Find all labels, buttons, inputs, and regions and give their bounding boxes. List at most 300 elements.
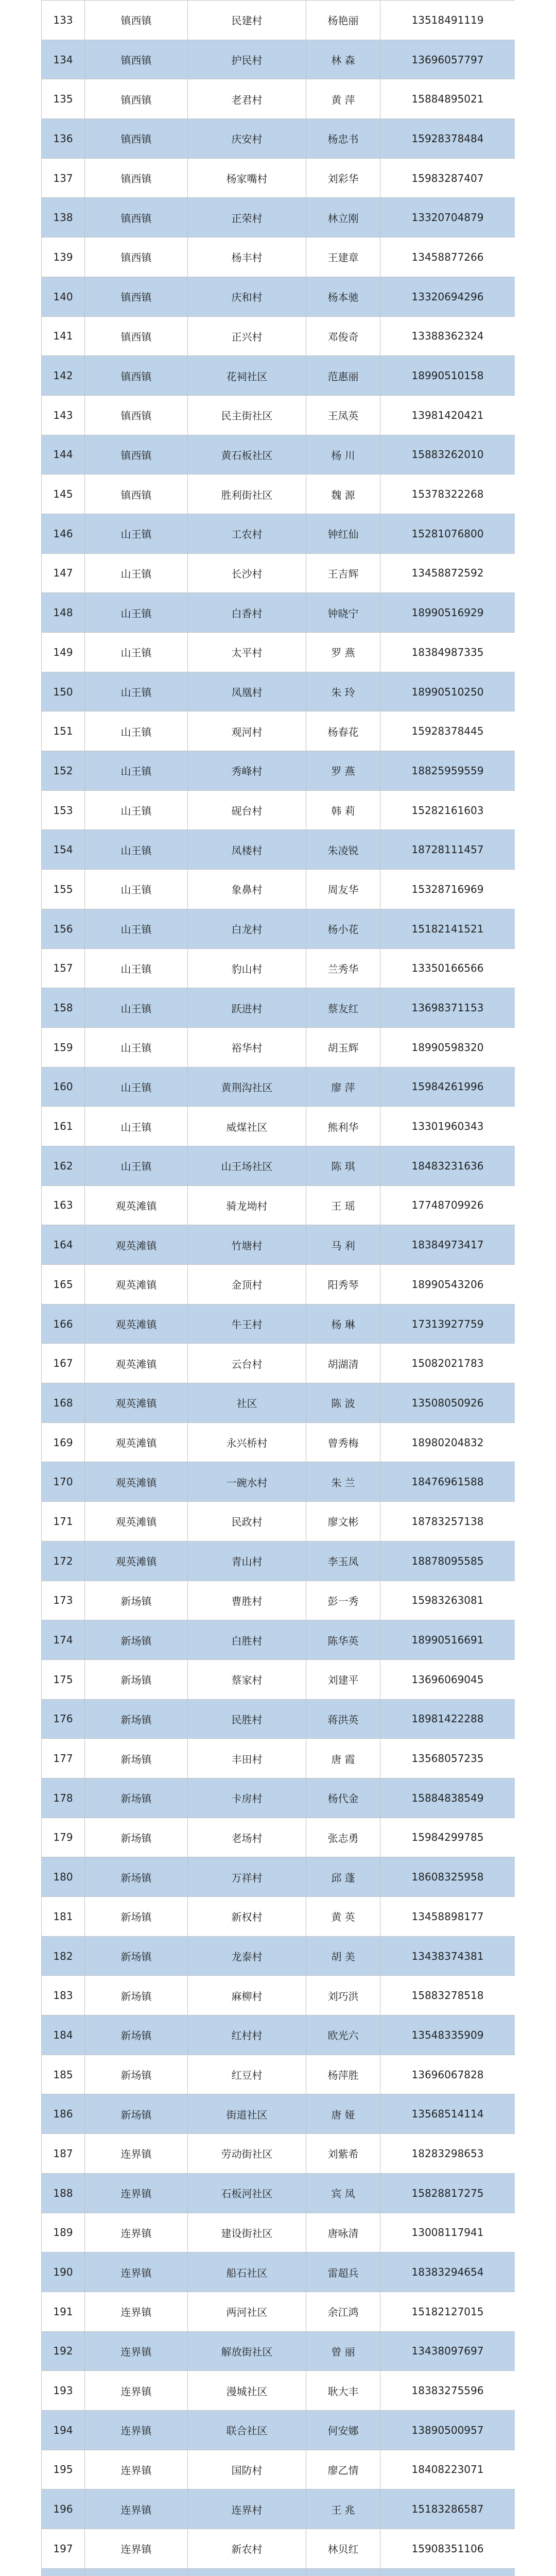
phone-cell: 15378322268 [380, 474, 515, 514]
contact-name-cell: 刘建平 [306, 1659, 380, 1699]
town-cell: 新场镇 [85, 1778, 188, 1818]
table-row [42, 40, 515, 79]
row-number: 157 [42, 948, 85, 988]
table-row [42, 909, 515, 948]
village-cell: 蔡家村 [188, 1659, 306, 1699]
row-number: 187 [42, 2134, 85, 2174]
contact-name-cell: 杨小花 [306, 909, 380, 948]
contact-name-cell: 王凤英 [306, 395, 380, 435]
village-cell: 白香村 [188, 593, 306, 633]
row-number: 166 [42, 1304, 85, 1344]
contact-name-cell [306, 2568, 380, 2576]
town-cell: 山王镇 [85, 988, 188, 1028]
contact-name-cell: 王吉辉 [306, 553, 380, 593]
village-cell: 卡房村 [188, 1778, 306, 1818]
town-cell: 观英滩镇 [85, 1541, 188, 1581]
phone-cell: 13458877266 [380, 238, 515, 277]
table-row [42, 2489, 515, 2529]
town-cell: 新场镇 [85, 1620, 188, 1660]
village-cell: 豹山村 [188, 948, 306, 988]
row-number: 163 [42, 1185, 85, 1225]
row-number: 177 [42, 1739, 85, 1778]
row-number: 184 [42, 2015, 85, 2055]
contact-name-cell: 杨 川 [306, 435, 380, 474]
row-number: 169 [42, 1422, 85, 1462]
contact-name-cell: 陈 琪 [306, 1146, 380, 1185]
town-cell: 新场镇 [85, 1659, 188, 1699]
village-cell: 龙泰村 [188, 1936, 306, 1976]
table-row [42, 1225, 515, 1265]
contact-name-cell: 唐 霞 [306, 1739, 380, 1778]
town-cell [85, 2568, 188, 2576]
village-cell: 观河村 [188, 711, 306, 751]
contact-name-cell: 蔡友红 [306, 988, 380, 1028]
contact-name-cell: 黄 萍 [306, 79, 380, 119]
phone-cell: 18476961588 [380, 1462, 515, 1502]
town-cell: 连界镇 [85, 2134, 188, 2174]
town-cell: 镇西镇 [85, 277, 188, 316]
village-cell: 白胜村 [188, 1620, 306, 1660]
town-cell: 山王镇 [85, 909, 188, 948]
table-row [42, 2252, 515, 2292]
town-cell: 观英滩镇 [85, 1185, 188, 1225]
row-number: 162 [42, 1146, 85, 1185]
town-cell: 山王镇 [85, 1146, 188, 1185]
village-cell: 一碗水村 [188, 1462, 306, 1502]
village-cell: 丰田村 [188, 1739, 306, 1778]
contact-name-cell: 张志勇 [306, 1818, 380, 1857]
phone-cell: 18990510250 [380, 672, 515, 711]
phone-cell: 18783257138 [380, 1502, 515, 1541]
table-row [42, 1304, 515, 1344]
phone-cell: 13518491119 [380, 1, 515, 40]
town-cell: 山王镇 [85, 711, 188, 751]
row-number: 137 [42, 158, 85, 198]
phone-cell: 13548335909 [380, 2015, 515, 2055]
contact-name-cell: 胡 美 [306, 1936, 380, 1976]
town-cell: 连界镇 [85, 2173, 188, 2213]
village-cell: 杨家嘴村 [188, 158, 306, 198]
row-number: 147 [42, 553, 85, 593]
table-row [42, 2173, 515, 2213]
village-cell: 竹塘村 [188, 1225, 306, 1265]
table-row [42, 1620, 515, 1660]
village-cell: 建设街社区 [188, 2213, 306, 2252]
town-cell: 山王镇 [85, 1067, 188, 1107]
table-row [42, 751, 515, 791]
contact-name-cell: 林 森 [306, 40, 380, 79]
phone-cell: 18383294654 [380, 2252, 515, 2292]
row-number: 175 [42, 1659, 85, 1699]
contact-name-cell: 周友华 [306, 870, 380, 909]
town-cell: 连界镇 [85, 2252, 188, 2292]
town-cell: 山王镇 [85, 751, 188, 791]
village-cell: 凤楼村 [188, 830, 306, 870]
village-cell: 民胜村 [188, 1699, 306, 1739]
town-cell: 山王镇 [85, 514, 188, 553]
town-cell: 新场镇 [85, 1936, 188, 1976]
phone-cell: 15328716969 [380, 870, 515, 909]
row-number: 143 [42, 395, 85, 435]
row-number: 190 [42, 2252, 85, 2292]
village-cell: 胜利街社区 [188, 474, 306, 514]
phone-cell: 18981422288 [380, 1699, 515, 1739]
village-cell: 白龙村 [188, 909, 306, 948]
phone-cell: 15182141521 [380, 909, 515, 948]
town-cell: 新场镇 [85, 1818, 188, 1857]
table-row [42, 1383, 515, 1423]
table-row [42, 1818, 515, 1857]
row-number: 144 [42, 435, 85, 474]
table-row [42, 1, 515, 40]
phone-cell: 18483231636 [380, 1146, 515, 1185]
phone-cell: 13568057235 [380, 1739, 515, 1778]
contact-name-cell: 陈 波 [306, 1383, 380, 1423]
row-number: 176 [42, 1699, 85, 1739]
table-row [42, 1265, 515, 1304]
contact-name-cell: 林立刚 [306, 198, 380, 238]
town-cell: 新场镇 [85, 1739, 188, 1778]
village-cell: 漫城社区 [188, 2371, 306, 2411]
contact-name-cell: 魏 源 [306, 474, 380, 514]
village-cell: 红豆村 [188, 2055, 306, 2094]
table-row [42, 790, 515, 830]
village-cell: 万祥村 [188, 1857, 306, 1897]
row-number: 194 [42, 2410, 85, 2450]
village-cell: 正兴村 [188, 316, 306, 356]
contact-name-cell: 熊利华 [306, 1107, 380, 1146]
contact-name-cell: 杨艳丽 [306, 1, 380, 40]
contact-name-cell: 雷超兵 [306, 2252, 380, 2292]
village-cell: 杨丰村 [188, 238, 306, 277]
row-number: 140 [42, 277, 85, 316]
town-cell: 新场镇 [85, 2094, 188, 2134]
table-row [42, 435, 515, 474]
village-cell: 跃进村 [188, 988, 306, 1028]
phone-cell: 18384973417 [380, 1225, 515, 1265]
table-row [42, 2015, 515, 2055]
phone-cell: 15883278518 [380, 1976, 515, 2015]
contact-name-cell: 范惠丽 [306, 356, 380, 396]
village-cell: 护民村 [188, 40, 306, 79]
row-number: 183 [42, 1976, 85, 2015]
phone-cell: 13696067828 [380, 2055, 515, 2094]
table-row [42, 2331, 515, 2371]
village-cell: 永兴桥村 [188, 1422, 306, 1462]
contact-name-cell: 李玉凤 [306, 1541, 380, 1581]
contact-name-cell: 刘紫希 [306, 2134, 380, 2174]
table-row [42, 1502, 515, 1541]
row-number: 172 [42, 1541, 85, 1581]
table-row [42, 553, 515, 593]
contact-name-cell: 廖 萍 [306, 1067, 380, 1107]
town-cell: 新场镇 [85, 1581, 188, 1620]
town-cell: 镇西镇 [85, 356, 188, 396]
village-cell: 黄石板社区 [188, 435, 306, 474]
town-cell: 镇西镇 [85, 198, 188, 238]
phone-cell: 13388362324 [380, 316, 515, 356]
village-cell: 连界村 [188, 2489, 306, 2529]
row-number: 159 [42, 1027, 85, 1067]
contact-name-cell: 王 兆 [306, 2489, 380, 2529]
phone-cell: 18990598320 [380, 1027, 515, 1067]
village-cell: 长沙村 [188, 553, 306, 593]
row-number: 161 [42, 1107, 85, 1146]
contact-name-cell: 杨春花 [306, 711, 380, 751]
phone-cell: 13458898177 [380, 1897, 515, 1937]
row-number: 186 [42, 2094, 85, 2134]
village-cell: 石板河社区 [188, 2173, 306, 2213]
phone-cell: 18728111457 [380, 830, 515, 870]
table-row [42, 395, 515, 435]
row-number: 191 [42, 2292, 85, 2331]
contact-name-cell: 胡湖清 [306, 1344, 380, 1383]
town-cell: 连界镇 [85, 2489, 188, 2529]
table-row [42, 277, 515, 316]
phone-cell: 18990510158 [380, 356, 515, 396]
village-cell: 民主街社区 [188, 395, 306, 435]
contact-name-cell: 何安娜 [306, 2410, 380, 2450]
town-cell: 镇西镇 [85, 40, 188, 79]
contact-name-cell: 杨本驰 [306, 277, 380, 316]
contact-table-body [42, 1, 515, 2576]
phone-cell: 15828817275 [380, 2173, 515, 2213]
table-row [42, 2134, 515, 2174]
contact-name-cell: 邱 蓬 [306, 1857, 380, 1897]
table-row [42, 633, 515, 672]
table-row [42, 238, 515, 277]
village-cell: 老君村 [188, 79, 306, 119]
village-cell: 黄荆沟社区 [188, 1067, 306, 1107]
row-number: 134 [42, 40, 85, 79]
village-cell: 青山村 [188, 1541, 306, 1581]
table-row [42, 988, 515, 1028]
village-cell: 红村村 [188, 2015, 306, 2055]
row-number: 154 [42, 830, 85, 870]
row-number: 195 [42, 2450, 85, 2489]
contact-name-cell: 黄 英 [306, 1897, 380, 1937]
row-number: 185 [42, 2055, 85, 2094]
contact-name-cell: 刘彩华 [306, 158, 380, 198]
phone-cell: 15928378484 [380, 119, 515, 159]
table-row [42, 2410, 515, 2450]
table-row [42, 1067, 515, 1107]
phone-cell: 15884838549 [380, 1778, 515, 1818]
phone-cell: 13438097697 [380, 2331, 515, 2371]
contact-name-cell: 欧光六 [306, 2015, 380, 2055]
town-cell: 山王镇 [85, 633, 188, 672]
phone-cell: 13438374381 [380, 1936, 515, 1976]
contact-name-cell: 韩 莉 [306, 790, 380, 830]
town-cell: 新场镇 [85, 1857, 188, 1897]
phone-cell: 13698371153 [380, 988, 515, 1028]
town-cell: 镇西镇 [85, 119, 188, 159]
contact-name-cell: 杨萍胜 [306, 2055, 380, 2094]
contact-name-cell: 罗 燕 [306, 751, 380, 791]
contact-name-cell: 耿大丰 [306, 2371, 380, 2411]
row-number: 196 [42, 2489, 85, 2529]
town-cell: 连界镇 [85, 2213, 188, 2252]
village-cell: 凤凰村 [188, 672, 306, 711]
phone-cell: 13458872592 [380, 553, 515, 593]
village-cell: 正荣村 [188, 198, 306, 238]
town-cell: 山王镇 [85, 553, 188, 593]
village-cell: 街道社区 [188, 2094, 306, 2134]
town-cell: 镇西镇 [85, 395, 188, 435]
phone-cell: 15281076800 [380, 514, 515, 553]
village-cell: 威煤社区 [188, 1107, 306, 1146]
town-cell: 观英滩镇 [85, 1344, 188, 1383]
row-number: 142 [42, 356, 85, 396]
row-number: 152 [42, 751, 85, 791]
row-number: 197 [42, 2529, 85, 2569]
row-number: 179 [42, 1818, 85, 1857]
phone-cell: 15182127015 [380, 2292, 515, 2331]
contact-name-cell: 蒋洪英 [306, 1699, 380, 1739]
village-cell: 老场村 [188, 1818, 306, 1857]
row-number: 133 [42, 1, 85, 40]
table-row [42, 1581, 515, 1620]
contact-name-cell: 廖文彬 [306, 1502, 380, 1541]
row-number: 136 [42, 119, 85, 159]
phone-cell: 13350166566 [380, 948, 515, 988]
phone-cell: 13696069045 [380, 1659, 515, 1699]
contact-name-cell: 邓俊奇 [306, 316, 380, 356]
phone-cell: 18825959559 [380, 751, 515, 791]
town-cell: 山王镇 [85, 948, 188, 988]
phone-cell: 15984261996 [380, 1067, 515, 1107]
village-cell: 太平村 [188, 633, 306, 672]
contact-name-cell: 马 利 [306, 1225, 380, 1265]
village-cell: 庆安村 [188, 119, 306, 159]
village-cell: 云台村 [188, 1344, 306, 1383]
row-number: 167 [42, 1344, 85, 1383]
town-cell: 新场镇 [85, 1897, 188, 1937]
town-cell: 观英滩镇 [85, 1422, 188, 1462]
town-cell: 连界镇 [85, 2331, 188, 2371]
contact-name-cell: 唐 娅 [306, 2094, 380, 2134]
village-cell: 新权村 [188, 1897, 306, 1937]
row-number: 181 [42, 1897, 85, 1937]
town-cell: 山王镇 [85, 593, 188, 633]
contact-name-cell: 曾 丽 [306, 2331, 380, 2371]
village-cell: 解放街社区 [188, 2331, 306, 2371]
village-cell: 船石社区 [188, 2252, 306, 2292]
row-number: 173 [42, 1581, 85, 1620]
contact-name-cell: 陈华英 [306, 1620, 380, 1660]
town-cell: 山王镇 [85, 830, 188, 870]
contact-name-cell: 唐咏清 [306, 2213, 380, 2252]
village-cell: 骑龙坳村 [188, 1185, 306, 1225]
village-cell: 牛王村 [188, 1304, 306, 1344]
town-cell: 观英滩镇 [85, 1225, 188, 1265]
table-row [42, 1976, 515, 2015]
town-cell: 新场镇 [85, 2055, 188, 2094]
village-cell: 工农村 [188, 514, 306, 553]
row-number: 160 [42, 1067, 85, 1107]
contact-name-cell: 曾秀梅 [306, 1422, 380, 1462]
table-row [42, 1027, 515, 1067]
row-number: 189 [42, 2213, 85, 2252]
table-row [42, 514, 515, 553]
phone-cell: 15082021783 [380, 1344, 515, 1383]
phone-cell: 13008117941 [380, 2213, 515, 2252]
town-cell: 镇西镇 [85, 316, 188, 356]
row-number: 150 [42, 672, 85, 711]
table-row [42, 1897, 515, 1937]
table-row [42, 2055, 515, 2094]
table-row [42, 830, 515, 870]
contact-name-cell: 阳秀琴 [306, 1265, 380, 1304]
village-cell: 裕华村 [188, 1027, 306, 1067]
table-row [42, 1462, 515, 1502]
village-cell: 秀峰村 [188, 751, 306, 791]
phone-cell: 18408223071 [380, 2450, 515, 2489]
phone-cell: 13568514114 [380, 2094, 515, 2134]
row-number: 146 [42, 514, 85, 553]
contact-name-cell: 刘巧洪 [306, 1976, 380, 2015]
village-cell: 两河社区 [188, 2292, 306, 2331]
row-number: 135 [42, 79, 85, 119]
right-margin [515, 0, 535, 2576]
town-cell: 镇西镇 [85, 435, 188, 474]
table-row [42, 2450, 515, 2489]
contact-name-cell: 钟晓宁 [306, 593, 380, 633]
town-cell: 镇西镇 [85, 158, 188, 198]
phone-cell: 18980204832 [380, 1422, 515, 1462]
contact-name-cell: 王建章 [306, 238, 380, 277]
contact-name-cell: 兰秀华 [306, 948, 380, 988]
table-row [42, 356, 515, 396]
town-cell: 镇西镇 [85, 79, 188, 119]
table-row [42, 1659, 515, 1699]
phone-cell: 13890500957 [380, 2410, 515, 2450]
phone-cell: 18608325958 [380, 1857, 515, 1897]
row-number: 153 [42, 790, 85, 830]
town-cell: 新场镇 [85, 1699, 188, 1739]
village-cell: 民建村 [188, 1, 306, 40]
row-number: 170 [42, 1462, 85, 1502]
table-row [42, 1936, 515, 1976]
town-cell: 连界镇 [85, 2529, 188, 2569]
town-cell: 山王镇 [85, 672, 188, 711]
contact-name-cell: 朱 玲 [306, 672, 380, 711]
row-number: 180 [42, 1857, 85, 1897]
row-number: 138 [42, 198, 85, 238]
phone-cell: 17748709926 [380, 1185, 515, 1225]
table-row [42, 1107, 515, 1146]
village-cell: 麻柳村 [188, 1976, 306, 2015]
phone-cell: 13981420421 [380, 395, 515, 435]
contact-name-cell: 杨代金 [306, 1778, 380, 1818]
village-cell: 联合社区 [188, 2410, 306, 2450]
table-row [42, 2371, 515, 2411]
village-cell: 金顶村 [188, 1265, 306, 1304]
row-number: 151 [42, 711, 85, 751]
town-cell: 镇西镇 [85, 1, 188, 40]
contact-name-cell: 余江鸿 [306, 2292, 380, 2331]
table-row [42, 2292, 515, 2331]
row-number: 149 [42, 633, 85, 672]
phone-cell: 18878095585 [380, 1541, 515, 1581]
phone-cell: 15908351106 [380, 2529, 515, 2569]
phone-cell: 18990516929 [380, 593, 515, 633]
contact-name-cell: 宾 凤 [306, 2173, 380, 2213]
contact-table [41, 0, 515, 2576]
village-cell: 新农村 [188, 2529, 306, 2569]
village-cell: 砚台村 [188, 790, 306, 830]
phone-cell: 15984299785 [380, 1818, 515, 1857]
